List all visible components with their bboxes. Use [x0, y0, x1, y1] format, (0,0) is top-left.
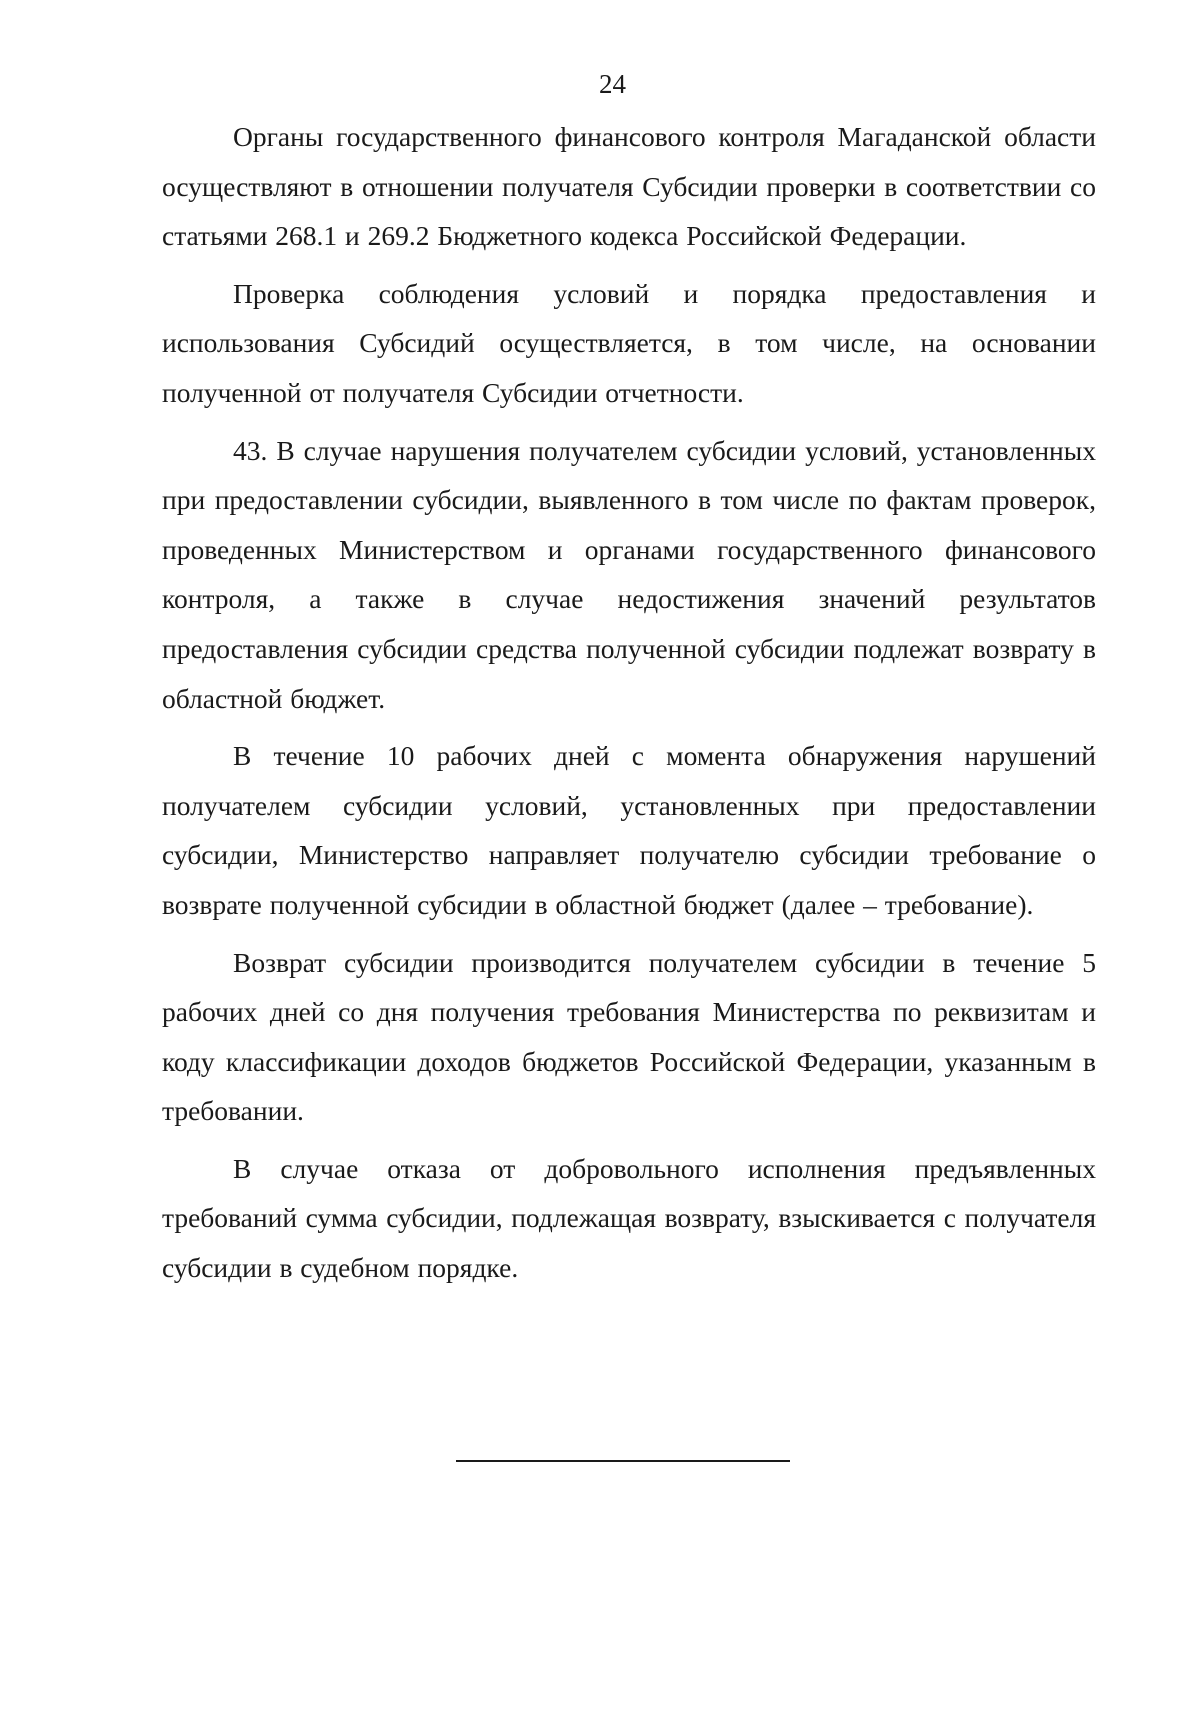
end-of-document-rule: [456, 1460, 790, 1462]
paragraph-return-demand: В течение 10 рабочих дней с момента обнаружения нарушений получателем субсидии условий, установленных при предоставлении субсидии, Министерство направляет получателю субсидии требование о возврате полученной субсидии в областной бюджет (далее – требование).: [162, 740, 1096, 920]
page-number: 24: [599, 69, 626, 99]
paragraph-financial-control: Органы государственного финансового контроля Магаданской области осуществляют в отношении получателя Субсидии проверки в соответствии со статьями 268.1 и 269.2 Бюджетного кодекса Российской Федерации.: [162, 121, 1096, 252]
paragraph-compliance-check: Проверка соблюдения условий и порядка предоставления и использования Субсидий осуществляется, в том числе, на основании полученной от получателя Субсидии отчетности.: [162, 277, 1096, 408]
paragraph-refund-terms: Возврат субсидии производится получателем субсидии в течение 5 рабочих дней со дня получения требования Министерства по реквизитам и коду классификации доходов бюджетов Российской Федерации, указанным в требовании.: [162, 946, 1096, 1127]
paragraph-clause-43: 43. В случае нарушения получателем субсидии условий, установленных при предоставлении субсидии, выявленного в том числе по фактам проверок, проведенных Министерством и органами государственного финансового контроля, а также в случае недостижения значений результатов предоставления субсидии средства полученной субсидии подлежат возврату в областной бюджет.: [162, 434, 1096, 714]
paragraph-court-recovery: В случае отказа от добровольного исполнения предъявленных требований сумма субсидии, подлежащая возврату, взыскивается с получателя субсидии в судебном порядке.: [162, 1152, 1096, 1284]
document-body: [162, 112, 1096, 1301]
